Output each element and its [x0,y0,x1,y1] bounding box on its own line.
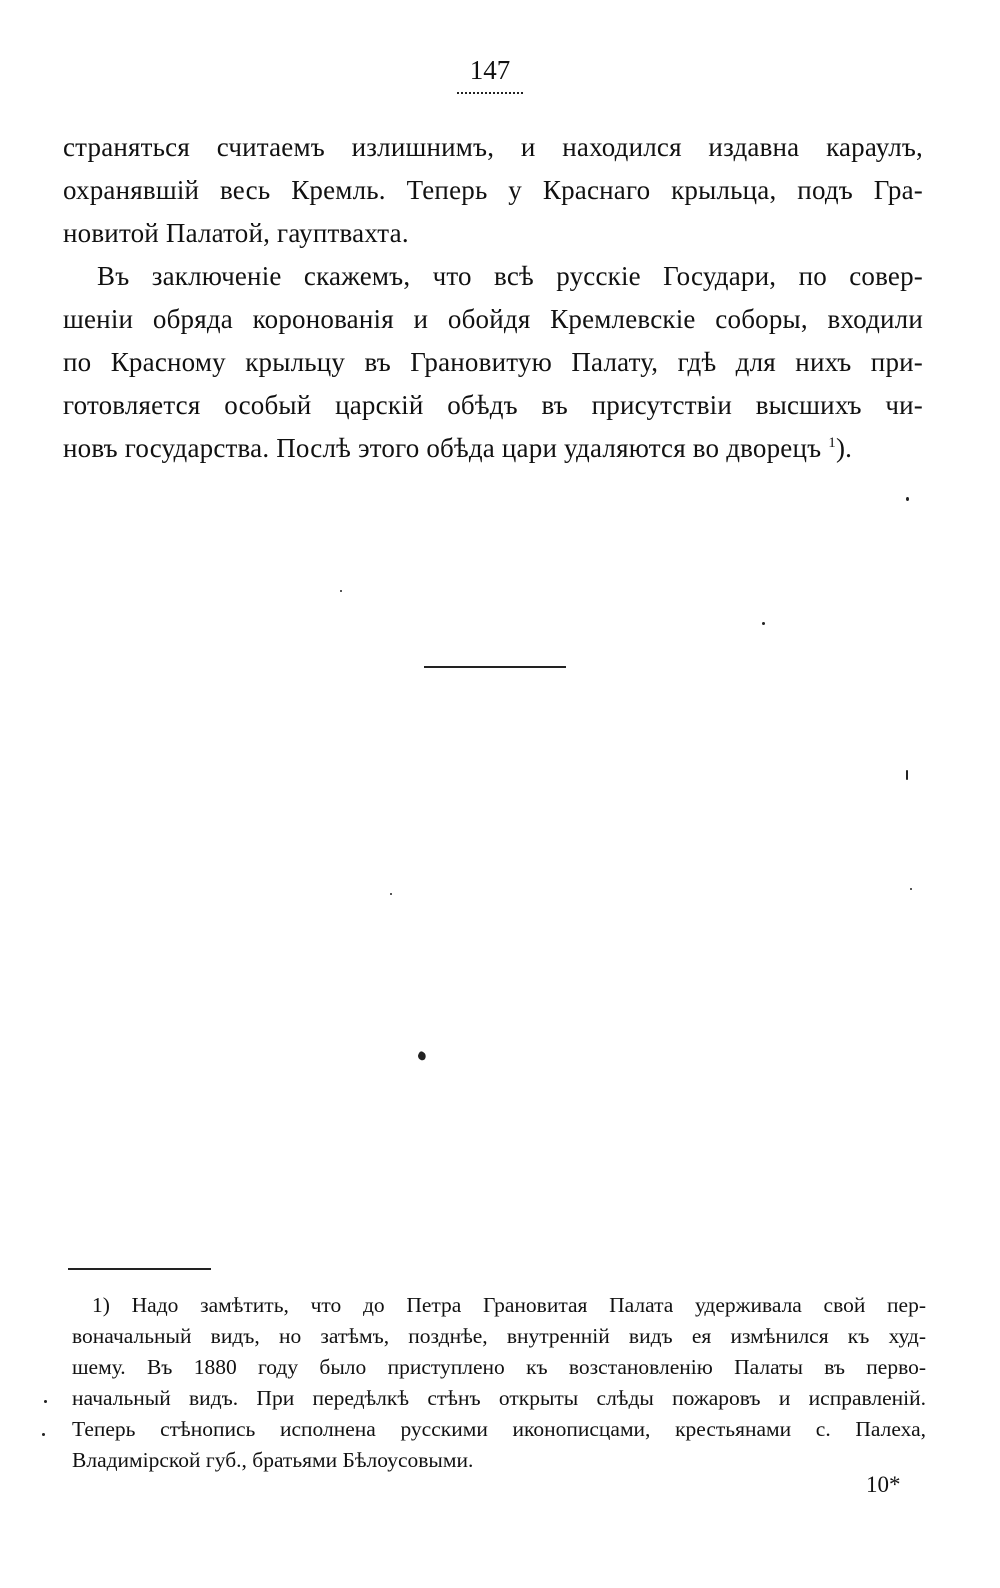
scan-speck [42,1433,45,1436]
footnote-line: Владимірской губ., братьями Бѣлоусовыми. [72,1448,474,1472]
footnote-line-text: Надо замѣтить, что до Петра Грановитая Палата удерживала свой пер- [131,1293,926,1317]
footnote-line: начальный видъ. При передѣлкѣ стѣнъ открыты слѣды пожаровъ и исправленій. [72,1386,926,1410]
main-line: готовляется особый царскій обѣдъ въ присутствіи высшихъ чи- [63,390,923,420]
main-line: охранявшій весь Кремль. Теперь у Краснаго крыльца, подъ Гра- [63,175,923,205]
main-line: страняться считаемъ излишнимъ, и находился издавна караулъ, [63,132,923,162]
footnote-line: воначальный видъ, но затѣмъ, позднѣе, внутренній видъ ея измѣнился къ худ- [72,1324,926,1348]
scan-speck [417,1051,428,1062]
main-line-last [63,427,923,470]
main-line: новитой Палатой, гауптвахта. [63,218,409,248]
page-number: 147 [469,55,511,85]
section-divider [424,666,566,668]
main-closing: ). [835,433,853,463]
footnote-line: Теперь стѣнопись исполнена русскими иконописцами, крестьянами с. Палеха, [72,1417,926,1441]
footnote-reference[interactable]: 1 [828,435,836,451]
main-line-text: новъ государства. Послѣ этого обѣда цари удаляются во дворецъ [63,433,822,463]
footnote-line [72,1290,926,1321]
main-line: по Красному крыльцу въ Грановитую Палату, гдѣ для нихъ при- [63,347,923,377]
scan-speck [340,590,342,592]
signature-mark: 10* [866,1472,901,1497]
main-text [63,126,923,470]
scan-speck [906,497,909,501]
main-line: Въ заключеніе скажемъ, что всѣ русскіе Государи, по совер- [97,261,923,291]
footnote-divider [68,1268,211,1270]
main-line: шеніи обряда коронованія и обойдя Кремлевскіе соборы, входили [63,304,923,334]
page-number-rule [457,92,523,94]
scan-speck [762,622,765,625]
footnote-marker: 1) [92,1293,110,1317]
scan-speck [390,893,392,895]
scan-speck [910,888,912,890]
scan-speck [906,770,908,780]
footnote-line: шему. Въ 1880 году было приступлено къ возстановленію Палаты въ перво- [72,1355,926,1379]
footnote [72,1290,926,1476]
scan-speck [44,1400,47,1403]
